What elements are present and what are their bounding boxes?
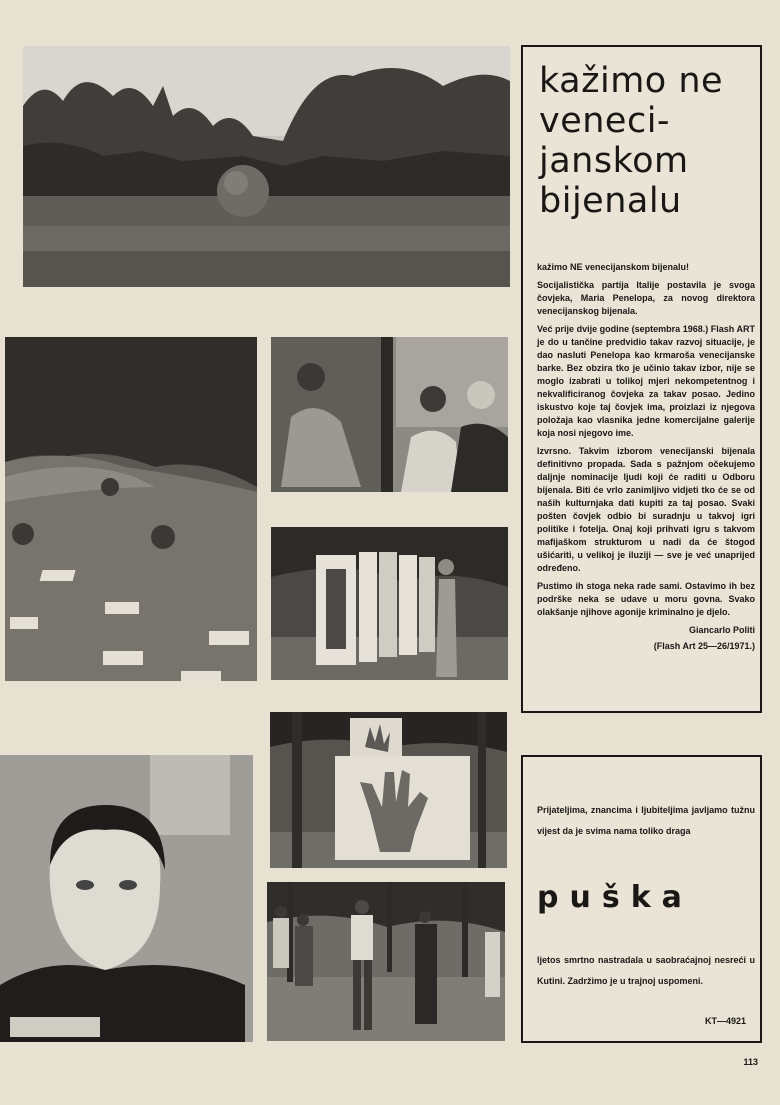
article-box [521,45,762,713]
title-line: bijenalu [539,181,682,221]
article-title [539,61,723,221]
title-line: kažimo ne [539,61,724,101]
notice-box [521,755,762,1043]
article-body [537,261,755,653]
photo-man-portrait [0,755,253,1042]
title-line: veneci- [539,101,671,141]
title-line: janskom [539,141,689,181]
article-author: Giancarlo Politi [688,625,755,635]
article-source: (Flash Art 25—26/1971.) [653,641,755,651]
photo-frames-sculpture [271,527,508,680]
photo-people-seated [271,337,508,492]
notice-name: puška [537,880,693,915]
article-lead: kažimo NE venecijanskom bijenalu! [537,262,690,272]
article-paragraph: Već prije dvije godine (septembra 1968.) Flash ART je do u tančine predvidio takav razvoj situacije, je dao nasluti Penelopa kao krmaroša venecijanske barke. Bez obzira tko je učinio takav izbor, nije se moglo izabrati u tolikoj mjeri nekompetentnog i nekvalificiranog čovjeka za takav posao. Jedino iskustvo koje taj čovjek ima, proizlazi iz njegova položaja kao vlasnika jedne komercijalne galerije koja nosi njegovo ime. [537,324,755,438]
article-paragraph: Izvrsno. Takvim izborom venecijanski bijenala definitivno propada. Sada s pažnjom očekujemo daljnje nominacije ljudi koji će raditi u Odboru bijenala. Biti će vrlo zanimljivo vidjeti tko će se od naših kulturnjaka dati kupiti za taj posao. Svaki pošten čovjek odbio bi suradnju u takvoj igri politike i fotelja. Onaj koji prihvati igru s takvom mafijaškom strukturom u nadi da će štogod ušićariti, u velikoj je iluziji — sve je već unaprijed određeno. [537,446,755,573]
photo-group-outdoors [267,882,505,1041]
notice-intro: Prijateljima, znancima i ljubiteljima javljamo tužnu vijest da je svima nama toliko draga [537,805,755,836]
photo-hand-banners [270,712,507,868]
photo-park-sphere [23,46,510,287]
article-paragraph: Pustimo ih stoga neka rade sami. Ostavimo ih bez podrške neka se udave u moru govna. Svako olakšanje njihove agonije kriminalno je djelo. [537,581,755,617]
page-number: 113 [743,1057,758,1067]
notice-closing: ljetos smrtno nastradala u saobraćajnoj nesreći u Kutini. Zadržimo je u trajnoj uspomeni. [537,955,755,986]
article-paragraph: Socijalistička partija Italije postavila je svoga čovjeka, Maria Penelopa, za novog direktora venecijanskog bijenala. [537,280,755,316]
photo-hill-stones [5,337,257,681]
notice-code: KT—4921 [704,1016,746,1026]
